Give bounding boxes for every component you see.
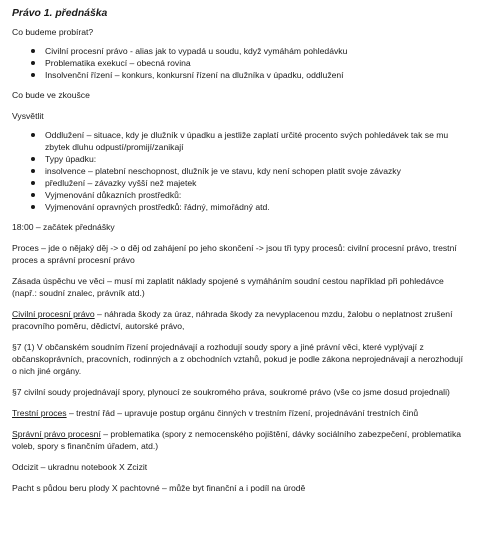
list-item: Vyjmenování důkazních prostředků:: [45, 189, 467, 201]
section-heading-exam: Co bude ve zkoušce: [12, 90, 90, 100]
explain-list: [12, 129, 467, 213]
term-trest: Trestní proces: [12, 408, 67, 418]
paragraph-civil: [12, 308, 467, 332]
list-item: Problematika exekucí – obecná rovina: [45, 57, 467, 69]
list-item: Vyjmenování opravných prostředků: řádný, mimořádný atd.: [45, 201, 467, 213]
term-spravni: Správní právo procesní: [12, 429, 101, 439]
paragraph-zasada: Zásada úspěchu ve věci – musí mi zaplatit náklady spojené s vymáháním soudní cestou například při pohledávce (např.: soudní znalec, právník atd.): [12, 276, 444, 298]
paragraph-par7: §7 civilní soudy projednávají spory, plynoucí ze soukromého práva, soukromé právo (vše co jsme dosud projednali): [12, 387, 450, 397]
paragraph-trest: [12, 407, 467, 419]
list-item: Typy úpadku:: [45, 153, 467, 165]
paragraph-par7-1: §7 (1) V občanském soudním řízení projednávají a rozhodují soudy spory a jiné právní věci, které vyplývají z občanskoprávních, pracovních, rodinných a z obchodních vztahů, pokud je podle zákona neprojednávají a nerozhodují o nich jiné orgány.: [12, 342, 463, 376]
spravni-text: – problematika (spory z nemocenského pojištění, dávky sociálního zabezpečení, problematika voleb, spory s finančním úřadem, atd.): [12, 429, 462, 451]
paragraph-spravni: [12, 428, 467, 452]
document-title: Právo 1. přednáška: [12, 8, 108, 19]
section-heading-explain: Vysvětlit: [12, 111, 44, 121]
civil-text: – náhrada škody za úraz, náhrada škody za nevyplacenou mzdu, žalobu o neplatnost zrušení pracovního poměru, dědictví, autorské právo,: [12, 309, 453, 331]
paragraph-proces: Proces – jde o nějaký děj -> o děj od zahájení po jeho skončení -> jsou tři typy procesů: civilní procesní právo, trestní proces a správní procesní právo: [12, 243, 457, 265]
list-item: insolvence – platební neschopnost, dlužník je ve stavu, kdy není schopen platit svoje závazky: [45, 165, 467, 177]
lecture-start-line: 18:00 – začátek přednášky: [12, 222, 115, 232]
term-civil: Civilní procesní právo: [12, 309, 95, 319]
document-page: [12, 8, 467, 503]
trest-text: – trestní řád – upravuje postup orgánu činných v trestním řízení, projednávání trestních činů: [66, 408, 419, 418]
paragraph-odcizit: Odcizit – ukradnu notebook X Zcizit: [12, 462, 148, 472]
list-item: Oddlužení – situace, kdy je dlužník v úpadku a jestliže zaplatí určité procento svých pohledávek tak se mu zbytek dluhu odpustí/promijí/zanikají: [45, 129, 467, 153]
paragraph-pacht: Pacht s půdou beru plody X pachtovné – může byt finanční a i podíl na úrodě: [12, 483, 306, 493]
section-heading-topics: Co budeme probírat?: [12, 27, 94, 37]
list-item: předlužení – závazky vyšší než majetek: [45, 177, 467, 189]
topics-list: [12, 45, 467, 81]
list-item: Insolvenční řízení – konkurs, konkursní řízení na dlužníka v úpadku, oddlužení: [45, 69, 467, 81]
list-item: Civilní procesní právo - alias jak to vypadá u soudu, když vymáhám pohledávku: [45, 45, 467, 57]
